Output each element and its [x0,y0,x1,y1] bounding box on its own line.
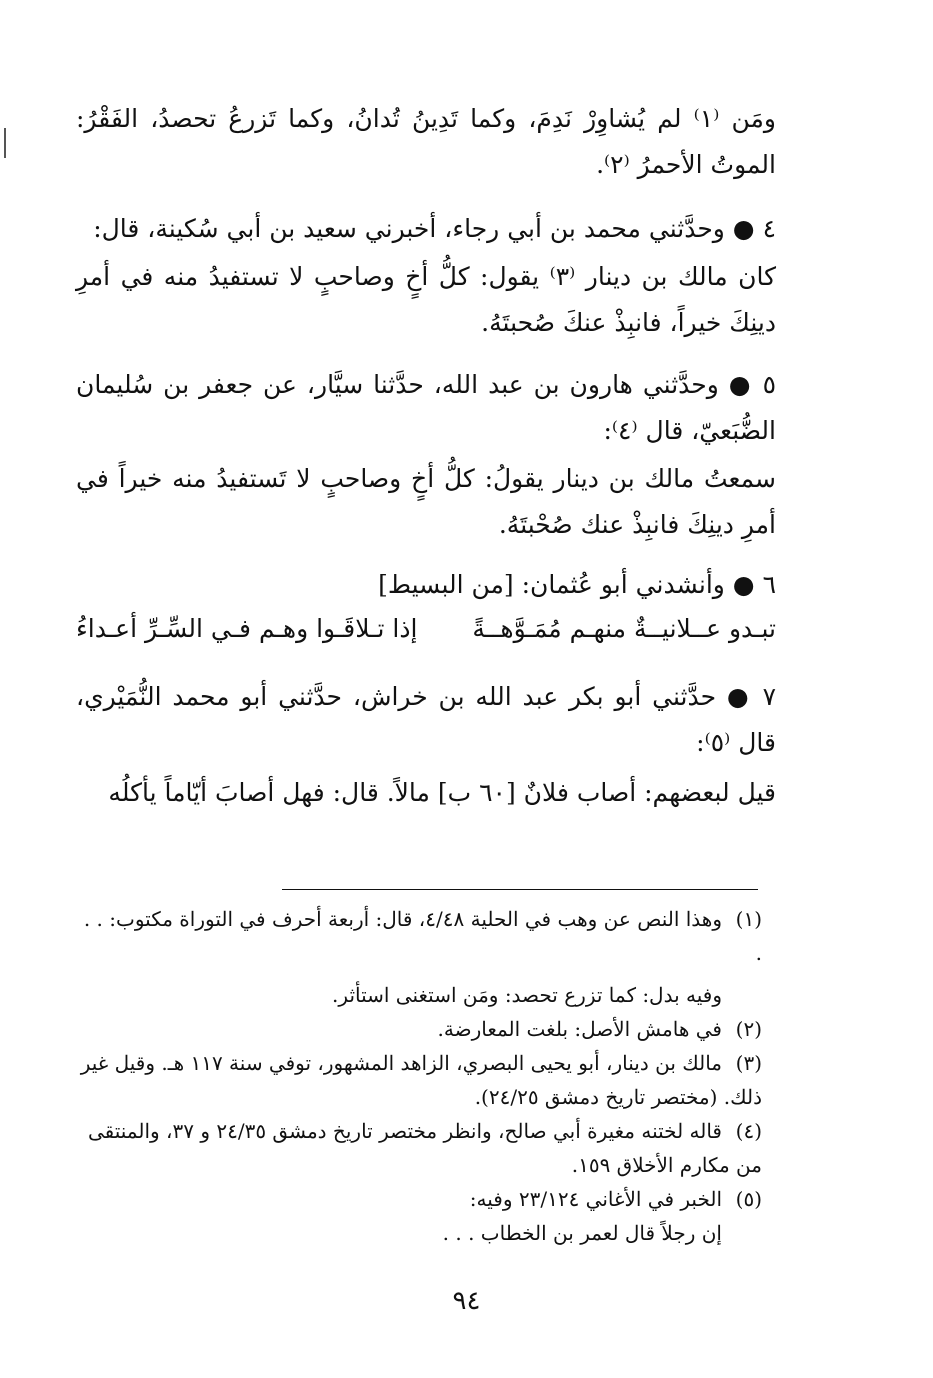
paragraph-7-body: قيل لبعضهم: أصاب فلانٌ [٦٠ ب] مالاً. قال: فهل أصابَ أيّاماً يأكلُه [108,778,776,807]
footnote-5-continuation: إن رجلاً قال لعمر بن الخطاب . . . [442,1221,722,1245]
verse-first-hemistich: تبـدو عــلانيــةٌ منهـم مُمَـوَّهــةً [472,614,776,643]
poem-verse [76,606,776,652]
footnote-1 [76,902,762,970]
footnote-5-text: الخبر في الأغاني ٢٣/١٢٤ وفيه: [469,1187,722,1211]
footnote-2-number: (٢) [735,1017,762,1041]
page-number: ٩٤ [452,1286,481,1316]
footnote-4 [76,1114,762,1182]
footnote-2 [76,1012,762,1046]
paragraph-4-heading: ٤ ● وحدَّثني محمد بن أبي رجاء، أخبرني سعيد بن أبي سُكينة، قال: [93,214,776,243]
footnote-3-number: (٣) [735,1051,762,1075]
footnote-1-text: وهذا النص عن وهب في الحلية ٤/٤٨، قال: أربعة أحرف في التوراة مكتوب: . . . [83,907,762,965]
footnote-5-number: (٥) [735,1187,762,1211]
footnote-5 [76,1182,762,1216]
footnote-separator [282,889,758,890]
paragraph-7-heading: ٧ ● حدَّثني أبو بكر عبد الله بن خراش، حدَّثني أبو محمد النُّمَيْري، قال ⁽٥⁾: [76,682,776,757]
paragraph-6-heading: ٦ ● وأنشدني أبو عُثمان: [من البسيط] [378,570,776,599]
paragraph-5-body: سمعتُ مالك بن دينار يقولُ: كلُّ أخٍ وصاحبٍ لا تَستفيدُ منه خيراً في أمرِ دينِكَ فانبِذْ عنك صُحْبتَهُ. [76,464,776,539]
paragraph-top: ومَن ⁽١⁾ لم يُشاوِرْ نَدِمَ، وكما تَدِينُ تُدانُ، وكما تَزرعُ تحصدُ، الفَقْرُ: الموتُ الأحمرُ ⁽٢⁾. [76,104,776,179]
footnote-3-text: مالك بن دينار، أبو يحيى البصري، الزاهد المشهور، توفي سنة ١١٧ هـ. وقيل غير ذلك. (مختصر تاريخ دمشق ٢٤/٢٥). [80,1051,762,1109]
footnote-4-text: قاله لختنه مغيرة أبي صالح، وانظر مختصر تاريخ دمشق ٢٤/٣٥ و ٣٧، والمنتقى من مكارم الأخلاق ١٥٩. [87,1119,762,1177]
footnote-3 [76,1046,762,1114]
verse-second-hemistich: إذا تـلاقَـوا وهـم فـي السِّـرِّ أعـداءُ [76,614,418,643]
footnote-1-number: (١) [735,907,762,931]
footnote-1-continuation: وفيه بدل: كما تزرع تحصد: ومَن استغنى استأثر. [332,983,722,1007]
scan-margin-mark [4,128,6,158]
footnote-2-text: في هامش الأصل: بلغت المعارضة. [437,1017,722,1041]
paragraph-5-heading: ٥ ● وحدَّثني هارون بن عبد الله، حدَّثنا سيَّار، عن جعفر بن سُليمان الضُّبَعيّ، قال ⁽٤⁾: [76,370,776,445]
footnote-4-number: (٤) [735,1119,762,1143]
paragraph-4-body: كان مالك بن دينار ⁽٣⁾ يقول: كلُّ أخٍ وصاحبٍ لا تستفيدُ منه في أمرِ دينِكَ خيراً، فانبِذْ عنكَ صُحبتَهُ. [76,262,776,337]
